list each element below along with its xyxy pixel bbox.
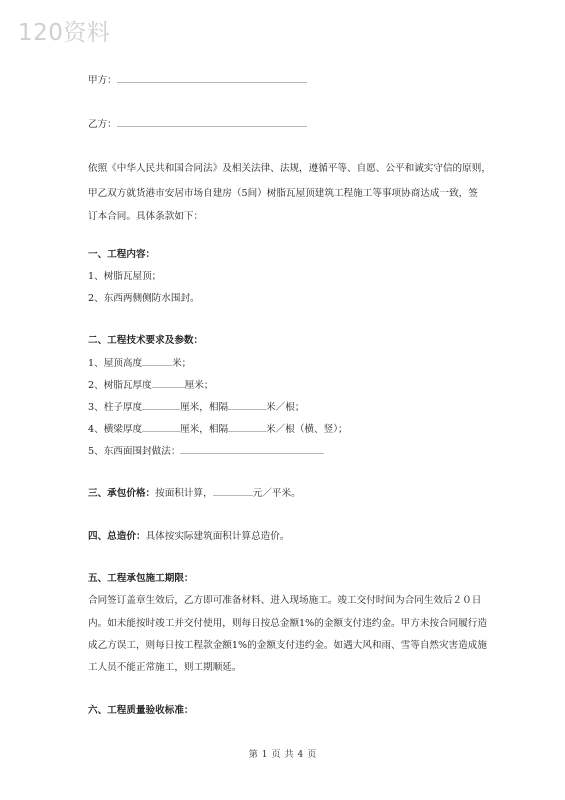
column-spacing-label: 厘米，相隔	[180, 402, 229, 413]
column-thickness-blank[interactable]	[142, 400, 180, 410]
column-thickness-label: 3、柱子厚度	[88, 402, 143, 413]
footer-total-pages: 4	[297, 750, 304, 760]
section3-text: 按面积计算，	[155, 488, 213, 499]
section2-item-2	[88, 378, 213, 393]
section4-title: 四、总造价：	[88, 531, 146, 542]
roof-height-blank[interactable]	[142, 356, 172, 366]
section5-line-4: 工人员不能正常施工，则工期顺延。	[88, 662, 242, 673]
tile-thickness-blank[interactable]	[152, 378, 185, 388]
footer-word-ye: 页	[271, 750, 281, 760]
intro-line-3: 订本合同。具体条款如下：	[88, 211, 204, 222]
column-spacing-blank[interactable]	[228, 400, 266, 410]
party-a-blank[interactable]	[117, 73, 307, 83]
beam-spacing-blank[interactable]	[228, 422, 266, 432]
party-a-label: 甲方：	[88, 75, 117, 86]
section3-title: 三、承包价格：	[88, 488, 156, 499]
section4-text: 具体按实际建筑面积计算总造价。	[145, 531, 290, 542]
footer-word-ye-2: 页	[307, 750, 317, 760]
tile-thickness-unit: 厘米；	[184, 380, 214, 391]
section2-item-1	[88, 356, 191, 371]
section2-item-3	[88, 400, 304, 415]
enclosure-method-blank[interactable]	[180, 444, 324, 454]
watermark-logo: 120资料	[18, 20, 111, 46]
section5-line-1: 合同签订盖章生效后，乙方即可准备材料、进入现场施工。竣工交付时间为合同生效后２０日	[88, 595, 482, 606]
page-footer	[0, 747, 565, 760]
beam-thickness-label: 4、横梁厚度	[88, 424, 143, 435]
unit-price-blank[interactable]	[213, 486, 253, 496]
section3-line	[88, 486, 301, 501]
section1-item-2: 2、东西两侧侧防水围封。	[88, 293, 200, 304]
beam-thickness-blank[interactable]	[142, 422, 180, 432]
footer-word-gong: 共	[284, 750, 294, 760]
section6-title: 六、工程质量验收标准：	[88, 705, 194, 716]
roof-height-label: 1、屋顶高度	[88, 358, 143, 369]
column-spacing-unit: 米／根；	[266, 402, 305, 413]
party-a-line	[88, 73, 307, 88]
beam-spacing-label: 厘米，相隔	[180, 424, 229, 435]
enclosure-method-label: 5、东西面围封做法：	[88, 446, 181, 457]
section2-title: 二、工程技术要求及参数：	[88, 335, 204, 346]
section2-item-5	[88, 444, 324, 459]
section3-unit: 元／平米。	[252, 488, 301, 499]
roof-height-unit: 米；	[172, 358, 192, 369]
tile-thickness-label: 2、树脂瓦厚度	[88, 380, 152, 391]
party-b-blank[interactable]	[117, 117, 307, 127]
party-b-line	[88, 117, 307, 132]
footer-page-number: 1	[261, 750, 268, 760]
intro-line-1: 依照《中华人民共和国合同法》及相关法律、法规，遵循平等、自愿、公平和诚实守信的原则，	[88, 163, 491, 174]
section5-line-2: 内。如未能按时竣工并交付使用，则每日按总金额1%的金额支付违约金。甲方未按合同履行造	[88, 618, 487, 629]
section1-title: 一、工程内容：	[88, 249, 156, 260]
footer-word-di: 第	[248, 750, 258, 760]
section2-item-4	[88, 422, 348, 437]
beam-spacing-unit: 米／根（横、竖）；	[266, 424, 348, 435]
section1-item-1: 1、树脂瓦屋顶；	[88, 271, 162, 282]
intro-line-2: 甲乙双方就货港市安居市场自建房（5间）树脂瓦屋顶建筑工程施工等事项协商达成一致，签	[88, 188, 478, 199]
section5-line-3: 成乙方误工，则每日按工程款金额1%的金额支付违约金。如遇大风和雨、雪等自然灾害造成施	[88, 640, 487, 651]
party-b-label: 乙方：	[88, 119, 117, 130]
section4-line	[88, 530, 289, 544]
section5-title: 五、工程承包施工期限：	[88, 573, 194, 584]
